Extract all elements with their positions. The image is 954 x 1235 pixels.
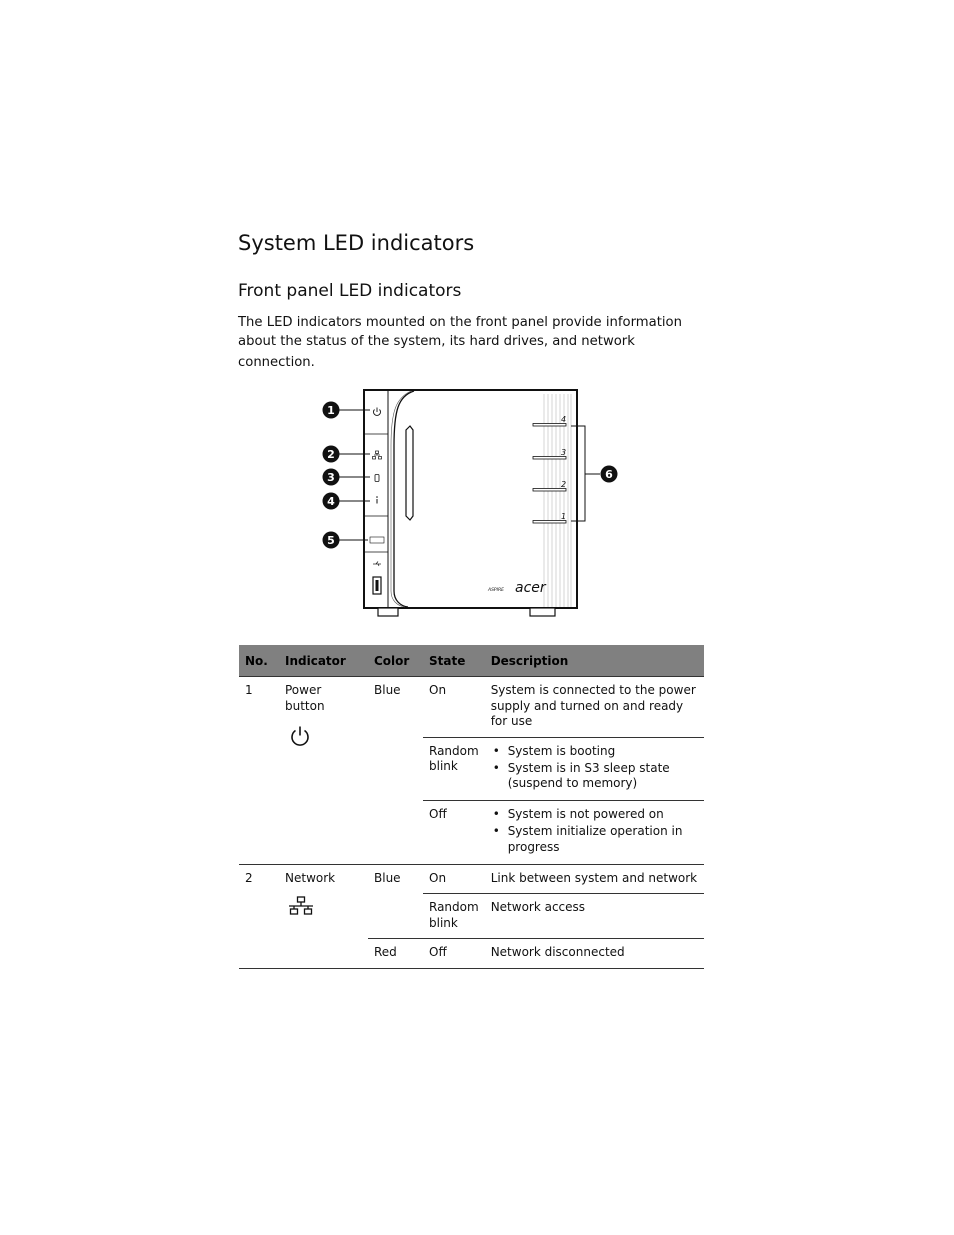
sub-brand-logo: ASPIRE [488,588,504,593]
device-foot [378,608,398,616]
power-icon [288,724,312,748]
cell-description: Network disconnected [485,939,704,969]
callout-6 [601,466,618,483]
cell-no: 2 [239,864,279,968]
usb-port-tongue [376,580,379,591]
bay-number: 1 [561,512,567,521]
header-description: Description [485,645,704,677]
svg-text:4: 4 [327,495,335,508]
list-item: • System is booting [491,744,698,760]
cell-state: Off [423,939,485,969]
list-item: • System is in S3 sleep state (suspend to memory) [491,761,698,792]
table-row [239,864,704,894]
svg-text:2: 2 [327,448,335,461]
indicator-label: Power button [285,683,325,713]
cell-state: Random blink [423,894,485,939]
table-row [239,677,704,738]
cell-indicator [279,864,368,968]
led-indicator-table [239,645,704,969]
section-title: Front panel LED indicators [238,281,462,301]
cell-state: Off [423,801,485,865]
intro-line: about the status of the system, its hard drives, and network [238,333,635,349]
cell-indicator [279,677,368,865]
cell-no: 1 [239,677,279,865]
cell-state: Random blink [423,737,485,801]
callout-4 [323,493,340,510]
cell-state: On [423,677,485,738]
table-header-row [239,645,704,677]
door-handle [406,426,413,520]
device-foot [530,608,555,616]
indicator-label: Network [285,870,336,885]
svg-text:5: 5 [327,534,335,547]
cell-description [485,737,704,801]
bay-number: 3 [561,448,567,457]
svg-text:6: 6 [605,468,613,481]
callout-1 [323,402,340,419]
intro-line: The LED indicators mounted on the front panel provide information [238,315,682,330]
bay-number: 4 [561,415,567,424]
svg-text:1: 1 [327,404,335,417]
cell-description: Link between system and network [485,864,704,894]
callout-5 [323,532,340,549]
header-color: Color [368,645,423,677]
header-indicator: Indicator [279,645,368,677]
intro-line: connection. [238,355,315,370]
cell-color: Blue [368,677,423,865]
intro-paragraph [238,314,708,373]
cell-description: Network access [485,894,704,939]
bay-number: 2 [561,480,567,489]
cell-description: System is connected to the power supply and turned on and ready for use [485,677,704,738]
front-panel-figure [318,386,628,622]
list-item: • System initialize operation in progress [491,824,698,855]
header-no: No. [239,645,279,677]
cell-description [485,801,704,865]
header-state: State [423,645,485,677]
callout-2 [323,446,340,463]
svg-text:3: 3 [327,471,335,484]
callout-3 [323,469,340,486]
cell-color: Blue [368,864,423,939]
device-body [364,390,577,608]
cell-color: Red [368,939,423,969]
brand-logo: acer [515,580,546,596]
cell-state: On [423,864,485,894]
network-icon [288,896,314,918]
page-title: System LED indicators [238,231,475,255]
list-item: • System is not powered on [491,807,698,823]
